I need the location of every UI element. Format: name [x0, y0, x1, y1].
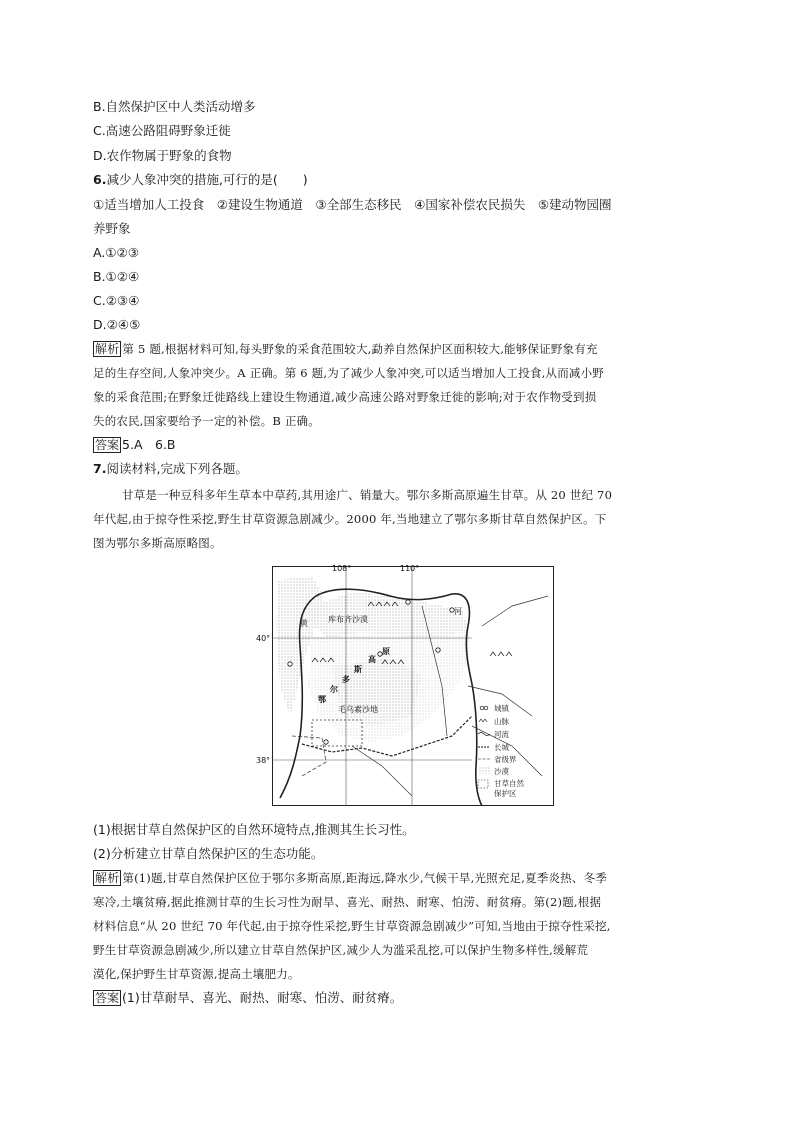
map-label-si: 斯: [354, 665, 362, 674]
legend-wall: 长城: [494, 743, 509, 752]
q5-option-d: D.农作物属于野象的食物: [93, 148, 232, 163]
q7-stem: 阅读材料,完成下列各题。: [106, 461, 248, 476]
q6-option-b: B.①②④: [93, 269, 140, 284]
answer1-text: 5.A 6.B: [122, 437, 176, 452]
answer2-text: (1)甘草耐旱、喜光、耐热、耐寒、怕涝、耐贫瘠。: [122, 990, 403, 1005]
analysis1-line1: [93, 341, 598, 357]
analysis1-line2: 足的生存空间,人象冲突少。A 正确。第 6 题,为了减少人象冲突,可以适当增加人工投食,从而减小野: [93, 366, 605, 380]
q6-option-c: C.②③④: [93, 293, 140, 308]
analysis2-line2: 寒冷,土壤贫瘠,据此推测甘草的生长习性为耐旱、喜光、耐热、耐寒、怕涝、耐贫瘠。第(2)题,根据: [93, 895, 602, 909]
analysis-tag: 解析: [95, 871, 120, 885]
q7-sub2: (2)分析建立甘草自然保护区的生态功能。: [93, 846, 324, 861]
map-lon-110: 110°: [400, 564, 420, 573]
map-graphic: [272, 566, 554, 806]
map-lat-40: 40°: [256, 634, 271, 643]
q5-option-b: B.自然保护区中人类活动增多: [93, 99, 256, 114]
analysis2-line5: 漠化,保护野生甘草资源,提高土壤肥力。: [93, 967, 300, 981]
map-lat-38: 38°: [256, 756, 271, 765]
analysis2-line1: [93, 870, 607, 886]
q6-items-line1: ①适当增加人工投食 ②建设生物通道 ③全部生态移民 ④国家补偿农民损失 ⑤建动物园圈: [93, 197, 612, 212]
map-label-kubuqi: 库布齐沙漠: [328, 615, 368, 624]
legend-border: 省级界: [494, 755, 517, 764]
q6-items-line2: 养野象: [93, 221, 131, 236]
map-label-muus: 毛乌素沙地: [338, 705, 378, 714]
legend-reserve-2: 保护区: [494, 789, 517, 798]
legend-desert: 沙漠: [494, 767, 509, 776]
q7-stem-line: [93, 461, 248, 477]
q7-number: 7.: [93, 461, 107, 476]
map-label-gao: 高: [368, 655, 376, 664]
q6-stem: 减少人象冲突的措施,可行的是( ): [106, 172, 308, 187]
map-label-he: 河: [454, 607, 462, 616]
legend-reserve-1: 甘草自然: [494, 779, 524, 788]
map-label-er: 尔: [330, 685, 338, 694]
ordos-plateau-map: [256, 564, 554, 806]
q6-stem-line: [93, 172, 308, 188]
legend-town: 城镇: [494, 704, 509, 713]
answer1-line: [93, 437, 176, 453]
q7-material-line1: 甘草是一种豆科多年生草本中草药,其用途广、销量大。鄂尔多斯高原遍生甘草。从 20 世纪 70: [122, 488, 613, 502]
q6-option-a: A.①②③: [93, 245, 139, 260]
q6-option-d: D.②④⑤: [93, 317, 141, 332]
answer-tag: 答案: [95, 438, 120, 452]
analysis2-text1: 第(1)题,甘草自然保护区位于鄂尔多斯高原,距海远,降水少,气候干旱,光照充足,夏季炎热、冬季: [122, 871, 608, 885]
legend-mountain: 山脉: [494, 717, 509, 726]
map-label-huang: 黄: [300, 619, 308, 628]
q7-material-line3: 图为鄂尔多斯高原略图。: [93, 536, 222, 550]
answer-tag: 答案: [95, 991, 120, 1005]
q6-number: 6.: [93, 172, 107, 187]
legend-river: 河流: [494, 730, 509, 739]
map-label-duo: 多: [342, 675, 350, 684]
q5-option-c: C.高速公路阻碍野象迁徙: [93, 123, 231, 138]
analysis-tag: 解析: [95, 342, 120, 356]
analysis1-line4: 失的农民,国家要给予一定的补偿。B 正确。: [93, 414, 320, 428]
answer2-line: [93, 990, 402, 1006]
analysis2-line4: 野生甘草资源急剧减少,所以建立甘草自然保护区,减少人为滥采乱挖,可以保护生物多样性,缓解荒: [93, 943, 589, 957]
map-label-e: 鄂: [318, 695, 326, 704]
analysis1-line3: 象的采食范围;在野象迁徙路线上建设生物通道,减少高速公路对野象迁徙的影响;对于农作物受到损: [93, 390, 597, 404]
map-lon-108: 108°: [332, 564, 352, 573]
analysis2-line3: 材料信息“从 20 世纪 70 年代起,由于掠夺性采挖,野生甘草资源急剧减少”可知,当地由于掠夺性采挖,: [93, 919, 611, 933]
q7-sub1: (1)根据甘草自然保护区的自然环境特点,推测其生长习性。: [93, 822, 415, 837]
map-label-yuan: 原: [382, 647, 390, 656]
q7-material-line2: 年代起,由于掠夺性采挖,野生甘草资源急剧减少。2000 年,当地建立了鄂尔多斯甘草自然保护区。下: [93, 512, 607, 526]
analysis1-text1: 第 5 题,根据材料可知,每头野象的采食范围较大,勐养自然保护区面积较大,能够保证野象有充: [122, 342, 598, 356]
